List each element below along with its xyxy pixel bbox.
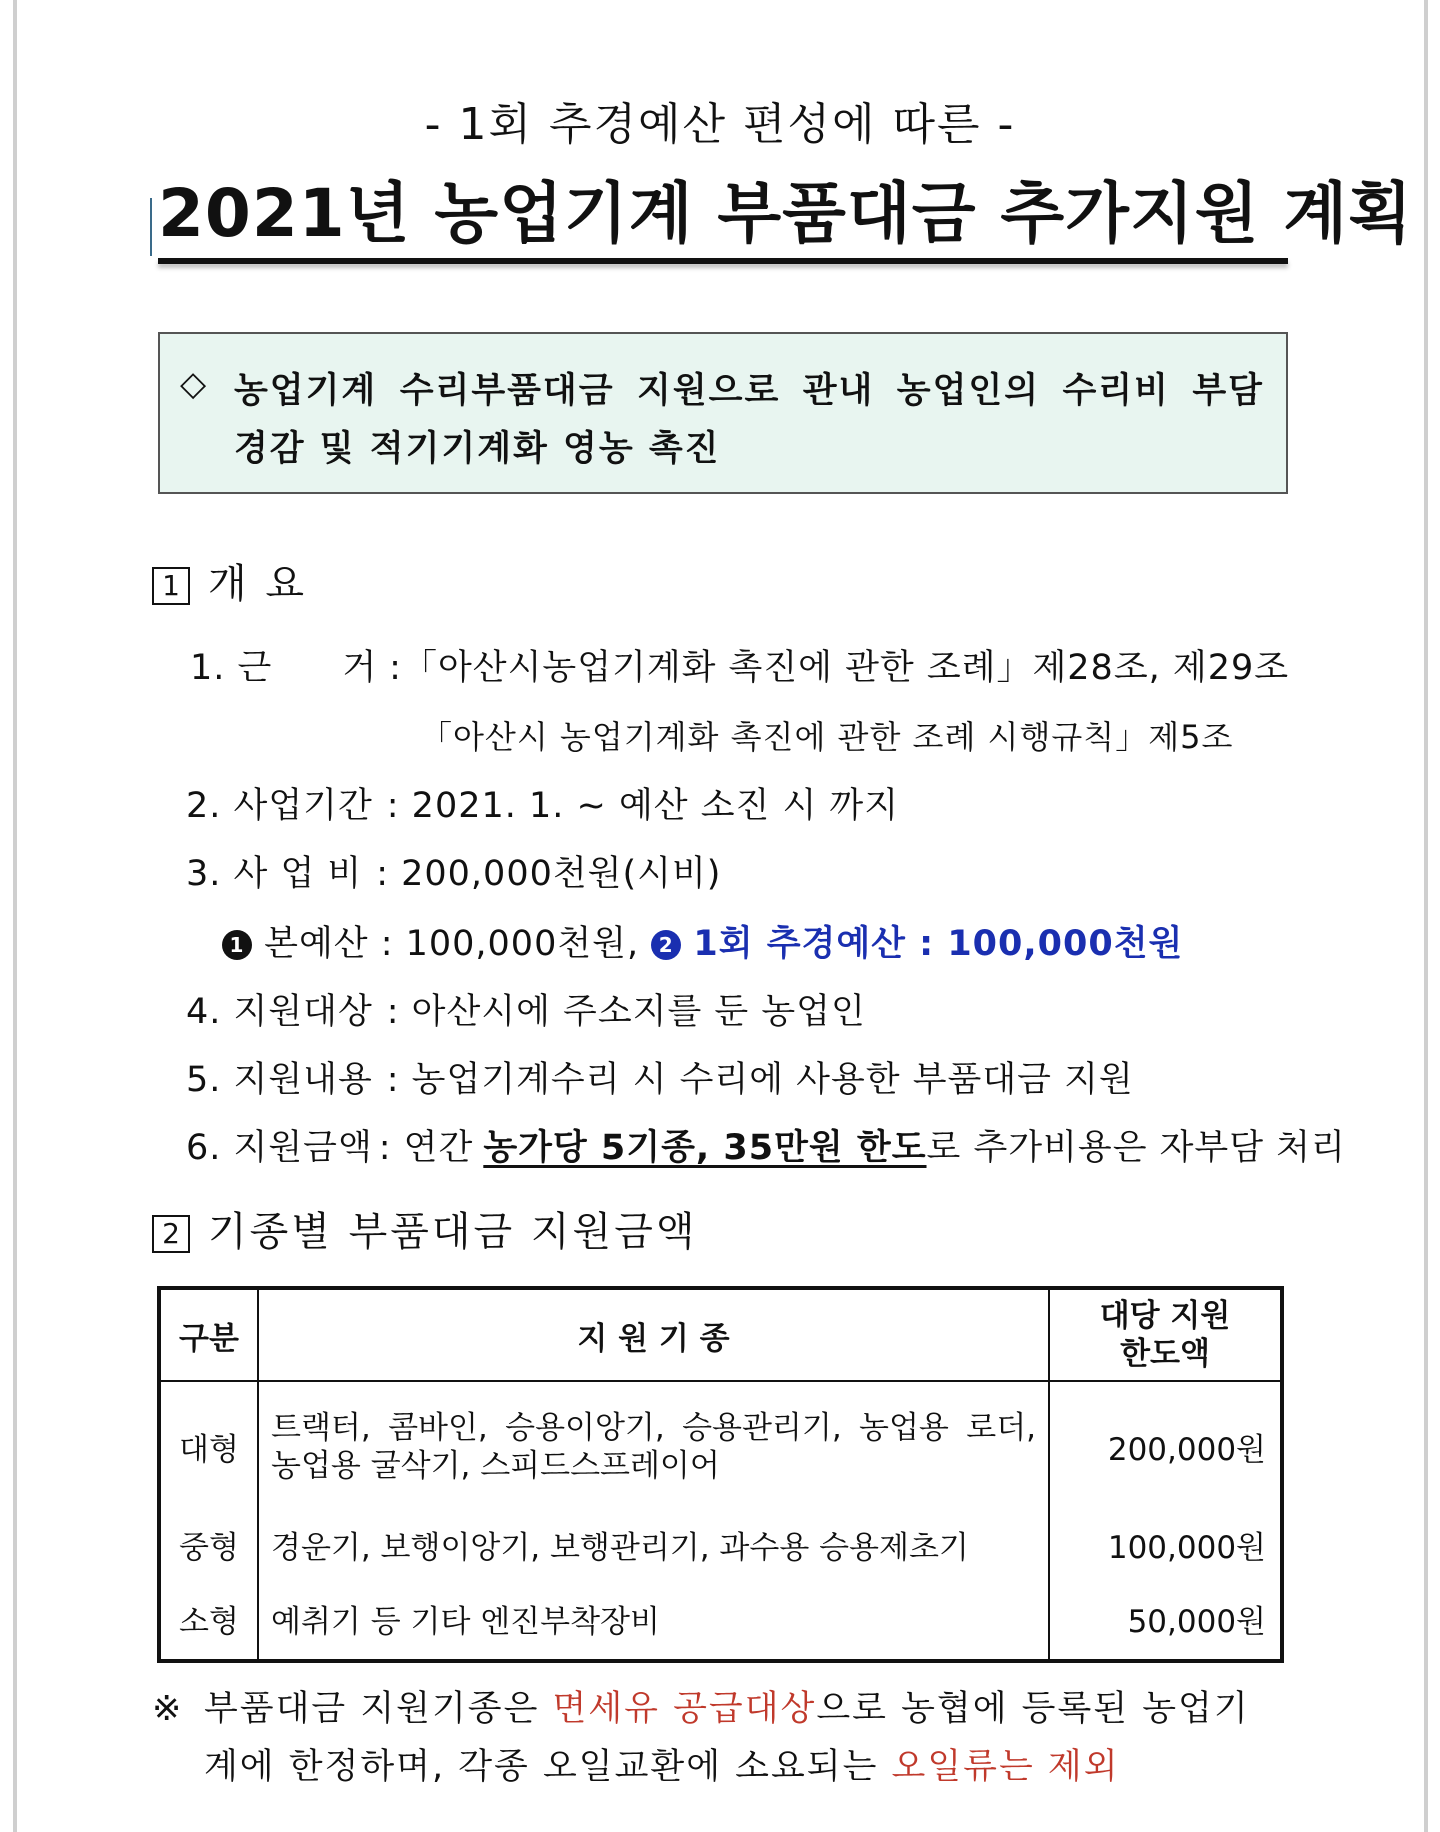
period-label: 2. 사업기간 [186,786,373,826]
content-label: 5. 지원내용 [186,1060,373,1100]
support-amount-table [157,1286,1284,1663]
header-limit-text: 대당 지원 한도액 [1099,1298,1231,1372]
budget-main: 본예산 : 100,000천원, [264,924,640,964]
row-models: 예취기 등 기타 엔진부착장비 [258,1577,1049,1661]
row-models: 경운기, 보행이앙기, 보행관리기, 과수용 승용제초기 [258,1511,1049,1577]
basis-label-1: 1. 근 [190,648,273,688]
amount-label: 6. 지원금액 [186,1128,373,1168]
budget-breakdown [222,916,1183,966]
row-category: 소형 [159,1577,258,1661]
amount-prefix: : 연간 [378,1128,474,1168]
header-category: 구분 [159,1288,258,1381]
basis-item [190,640,1289,690]
row-limit: 200,000원 [1049,1381,1282,1511]
section-1-title: 개 요 [208,561,307,607]
footnote-highlight-2: 오일류는 제외 [891,1747,1120,1787]
table-header-row [159,1288,1282,1381]
header-limit [1049,1288,1282,1381]
row-models-text: 트랙터, 콤바인, 승용이앙기, 승용관리기, 농업용 로더, 농업용 굴삭기, 스피드스프레이어 [271,1409,1036,1484]
row-limit: 50,000원 [1049,1577,1282,1661]
target-item [186,984,866,1034]
section-1-heading [152,552,307,609]
amount-highlight: 농가당 5기종, 35만원 한도 [483,1128,927,1168]
diamond-bullet-icon: ◇ [180,364,207,404]
reference-mark-icon: ※ [152,1689,184,1729]
footnote-text-2: 으로 농협에 등록된 농업기 [816,1689,1250,1729]
summary-box [158,332,1288,494]
summary-text: 농업기계 수리부품대금 지원으로 관내 농업인의 수리비 부담 경감 및 적기기계화 영농 촉진 [234,371,1264,469]
cost-item [186,846,721,896]
page-frame-left [13,0,17,1832]
footnote-line-1 [204,1680,1284,1738]
table-row [159,1577,1282,1661]
budget-supplementary: 1회 추경예산 : 100,000천원 [693,924,1184,964]
table-row [159,1381,1282,1511]
document-subtitle: - 1회 추경예산 편성에 따른 - [424,99,1016,150]
basis-label-2: 거 [342,648,378,688]
period-value: : 2021. 1. ~ 예산 소진 시 까지 [386,786,900,826]
section-2-heading [152,1200,697,1257]
header-models: 지 원 기 종 [258,1288,1049,1381]
title-underline [158,258,1288,264]
text-cursor [150,198,152,256]
basis-colon: : [389,648,402,688]
footnote-highlight-1: 면세유 공급대상 [552,1689,817,1729]
section-number-box: 1 [152,567,190,605]
row-limit: 100,000원 [1049,1511,1282,1577]
circle-number-2-icon: 2 [651,930,681,960]
section-number-box: 2 [152,1215,190,1253]
section-2-title: 기종별 부품대금 지원금액 [208,1209,698,1255]
footnote-text-1: 부품대금 지원기종은 [204,1689,553,1729]
target-value: : 아산시에 주소지를 둔 농업인 [386,992,866,1032]
cost-value: : 200,000천원(시비) [376,854,722,894]
circle-number-1-icon: 1 [222,930,252,960]
amount-suffix: 로 추가비용은 자부담 처리 [926,1128,1346,1168]
table-row [159,1511,1282,1577]
basis-law-1: 「아산시농업기계화 촉진에 관한 조례」제28조, 제29조 [401,648,1290,688]
footnote-line-2 [204,1738,1120,1796]
content-item [186,1052,1134,1102]
row-category: 중형 [159,1511,258,1577]
cost-label: 3. 사 업 비 [186,854,363,894]
page-frame-right [1424,0,1428,1832]
basis-law-2: 「아산시 농업기계화 촉진에 관한 조례 시행규칙」제5조 [420,718,1234,756]
period-item [186,778,899,828]
document-title: 2021년 농업기계 부품대금 추가지원 계획 [158,175,1413,252]
footnote-text-3: 계에 한정하며, 각종 오일교환에 소요되는 [204,1747,892,1787]
row-category: 대형 [159,1381,258,1511]
content-value: : 농업기계수리 시 수리에 사용한 부품대금 지원 [386,1060,1134,1100]
row-models [258,1381,1049,1511]
amount-item [186,1120,1346,1170]
target-label: 4. 지원대상 [186,992,373,1032]
